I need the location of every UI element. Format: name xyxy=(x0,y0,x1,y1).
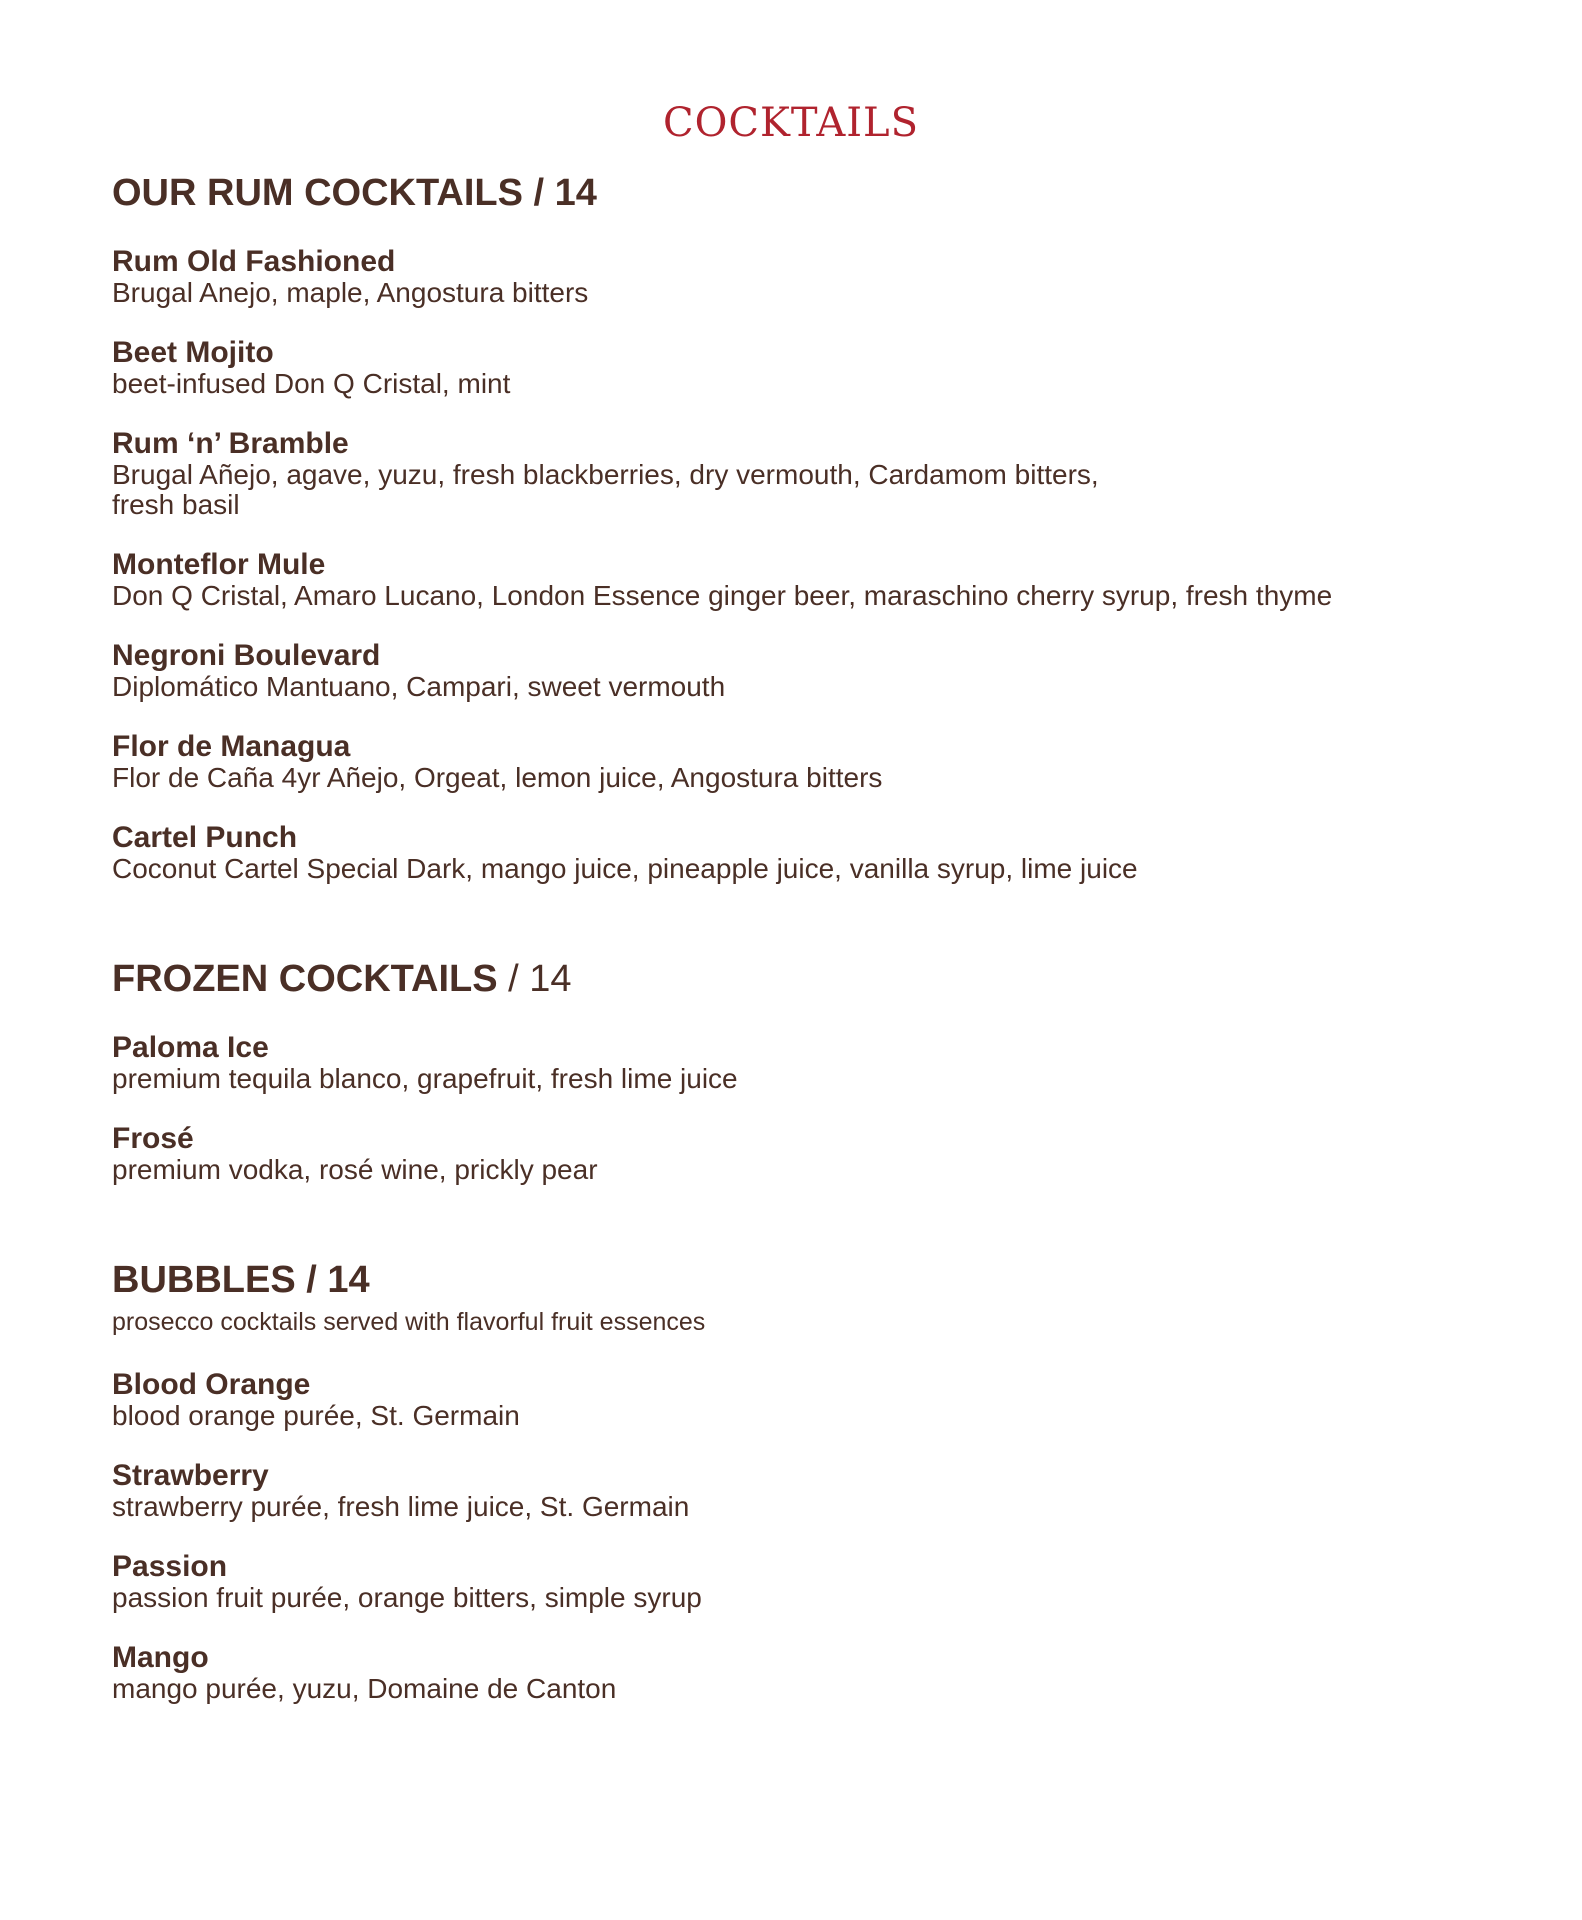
menu-item xyxy=(112,640,1512,702)
menu-item xyxy=(112,1460,1512,1522)
item-name: Rum Old Fashioned xyxy=(112,245,396,278)
menu-item xyxy=(112,337,1512,399)
item-name: Negroni Boulevard xyxy=(112,639,381,672)
section-rum-cocktails xyxy=(112,170,1512,884)
item-name: Blood Orange xyxy=(112,1368,311,1401)
item-name: Monteflor Mule xyxy=(112,548,326,581)
section-subtitle: prosecco cocktails served with flavorful fruit essences xyxy=(112,1308,706,1336)
item-name: Mango xyxy=(112,1641,209,1674)
section-heading xyxy=(112,956,1512,1002)
menu-content xyxy=(112,170,1512,1776)
menu-item xyxy=(112,1551,1512,1613)
section-heading-price: / 14 xyxy=(497,958,572,1000)
item-description: Coconut Cartel Special Dark, mango juice, pineapple juice, vanilla syrup, lime juice xyxy=(112,853,1138,884)
section-heading: OUR RUM COCKTAILS / 14 xyxy=(112,172,597,214)
menu-item xyxy=(112,246,1512,308)
item-description: Brugal Anejo, maple, Angostura bitters xyxy=(112,277,589,308)
item-description: beet-infused Don Q Cristal, mint xyxy=(112,368,511,399)
item-name: Flor de Managua xyxy=(112,730,351,763)
menu-item xyxy=(112,428,1512,520)
item-name: Passion xyxy=(112,1550,228,1583)
section-heading: BUBBLES / 14 xyxy=(112,1259,370,1301)
item-description: strawberry purée, fresh lime juice, St. Germain xyxy=(112,1491,690,1522)
item-description: premium vodka, rosé wine, prickly pear xyxy=(112,1154,598,1185)
page-title: COCKTAILS xyxy=(662,100,920,146)
section-bubbles xyxy=(112,1257,1512,1704)
item-name: Strawberry xyxy=(112,1459,269,1492)
menu-item xyxy=(112,1642,1512,1704)
item-description: blood orange purée, St. Germain xyxy=(112,1400,520,1431)
item-description: Don Q Cristal, Amaro Lucano, London Essence ginger beer, maraschino cherry syrup, fresh thyme xyxy=(112,580,1333,611)
menu-item xyxy=(112,1123,1512,1185)
item-name: Cartel Punch xyxy=(112,821,298,854)
menu-item xyxy=(112,731,1512,793)
menu-item xyxy=(112,822,1512,884)
item-description: premium tequila blanco, grapefruit, fresh lime juice xyxy=(112,1063,738,1094)
item-description: Brugal Añejo, agave, yuzu, fresh blackberries, dry vermouth, Cardamom bitters, fresh basil xyxy=(112,459,1099,520)
item-name: Beet Mojito xyxy=(112,336,274,369)
item-description: Flor de Caña 4yr Añejo, Orgeat, lemon juice, Angostura bitters xyxy=(112,762,883,793)
menu-item xyxy=(112,1032,1512,1094)
item-name: Paloma Ice xyxy=(112,1031,269,1064)
item-description: mango purée, yuzu, Domaine de Canton xyxy=(112,1673,617,1704)
item-description: passion fruit purée, orange bitters, simple syrup xyxy=(112,1582,702,1613)
menu-item xyxy=(112,549,1512,611)
section-heading-label: FROZEN COCKTAILS xyxy=(112,958,498,1000)
item-name: Frosé xyxy=(112,1122,194,1155)
item-description: Diplomático Mantuano, Campari, sweet vermouth xyxy=(112,671,726,702)
item-name: Rum ‘n’ Bramble xyxy=(112,427,349,460)
section-frozen-cocktails xyxy=(112,956,1512,1185)
menu-item xyxy=(112,1369,1512,1431)
